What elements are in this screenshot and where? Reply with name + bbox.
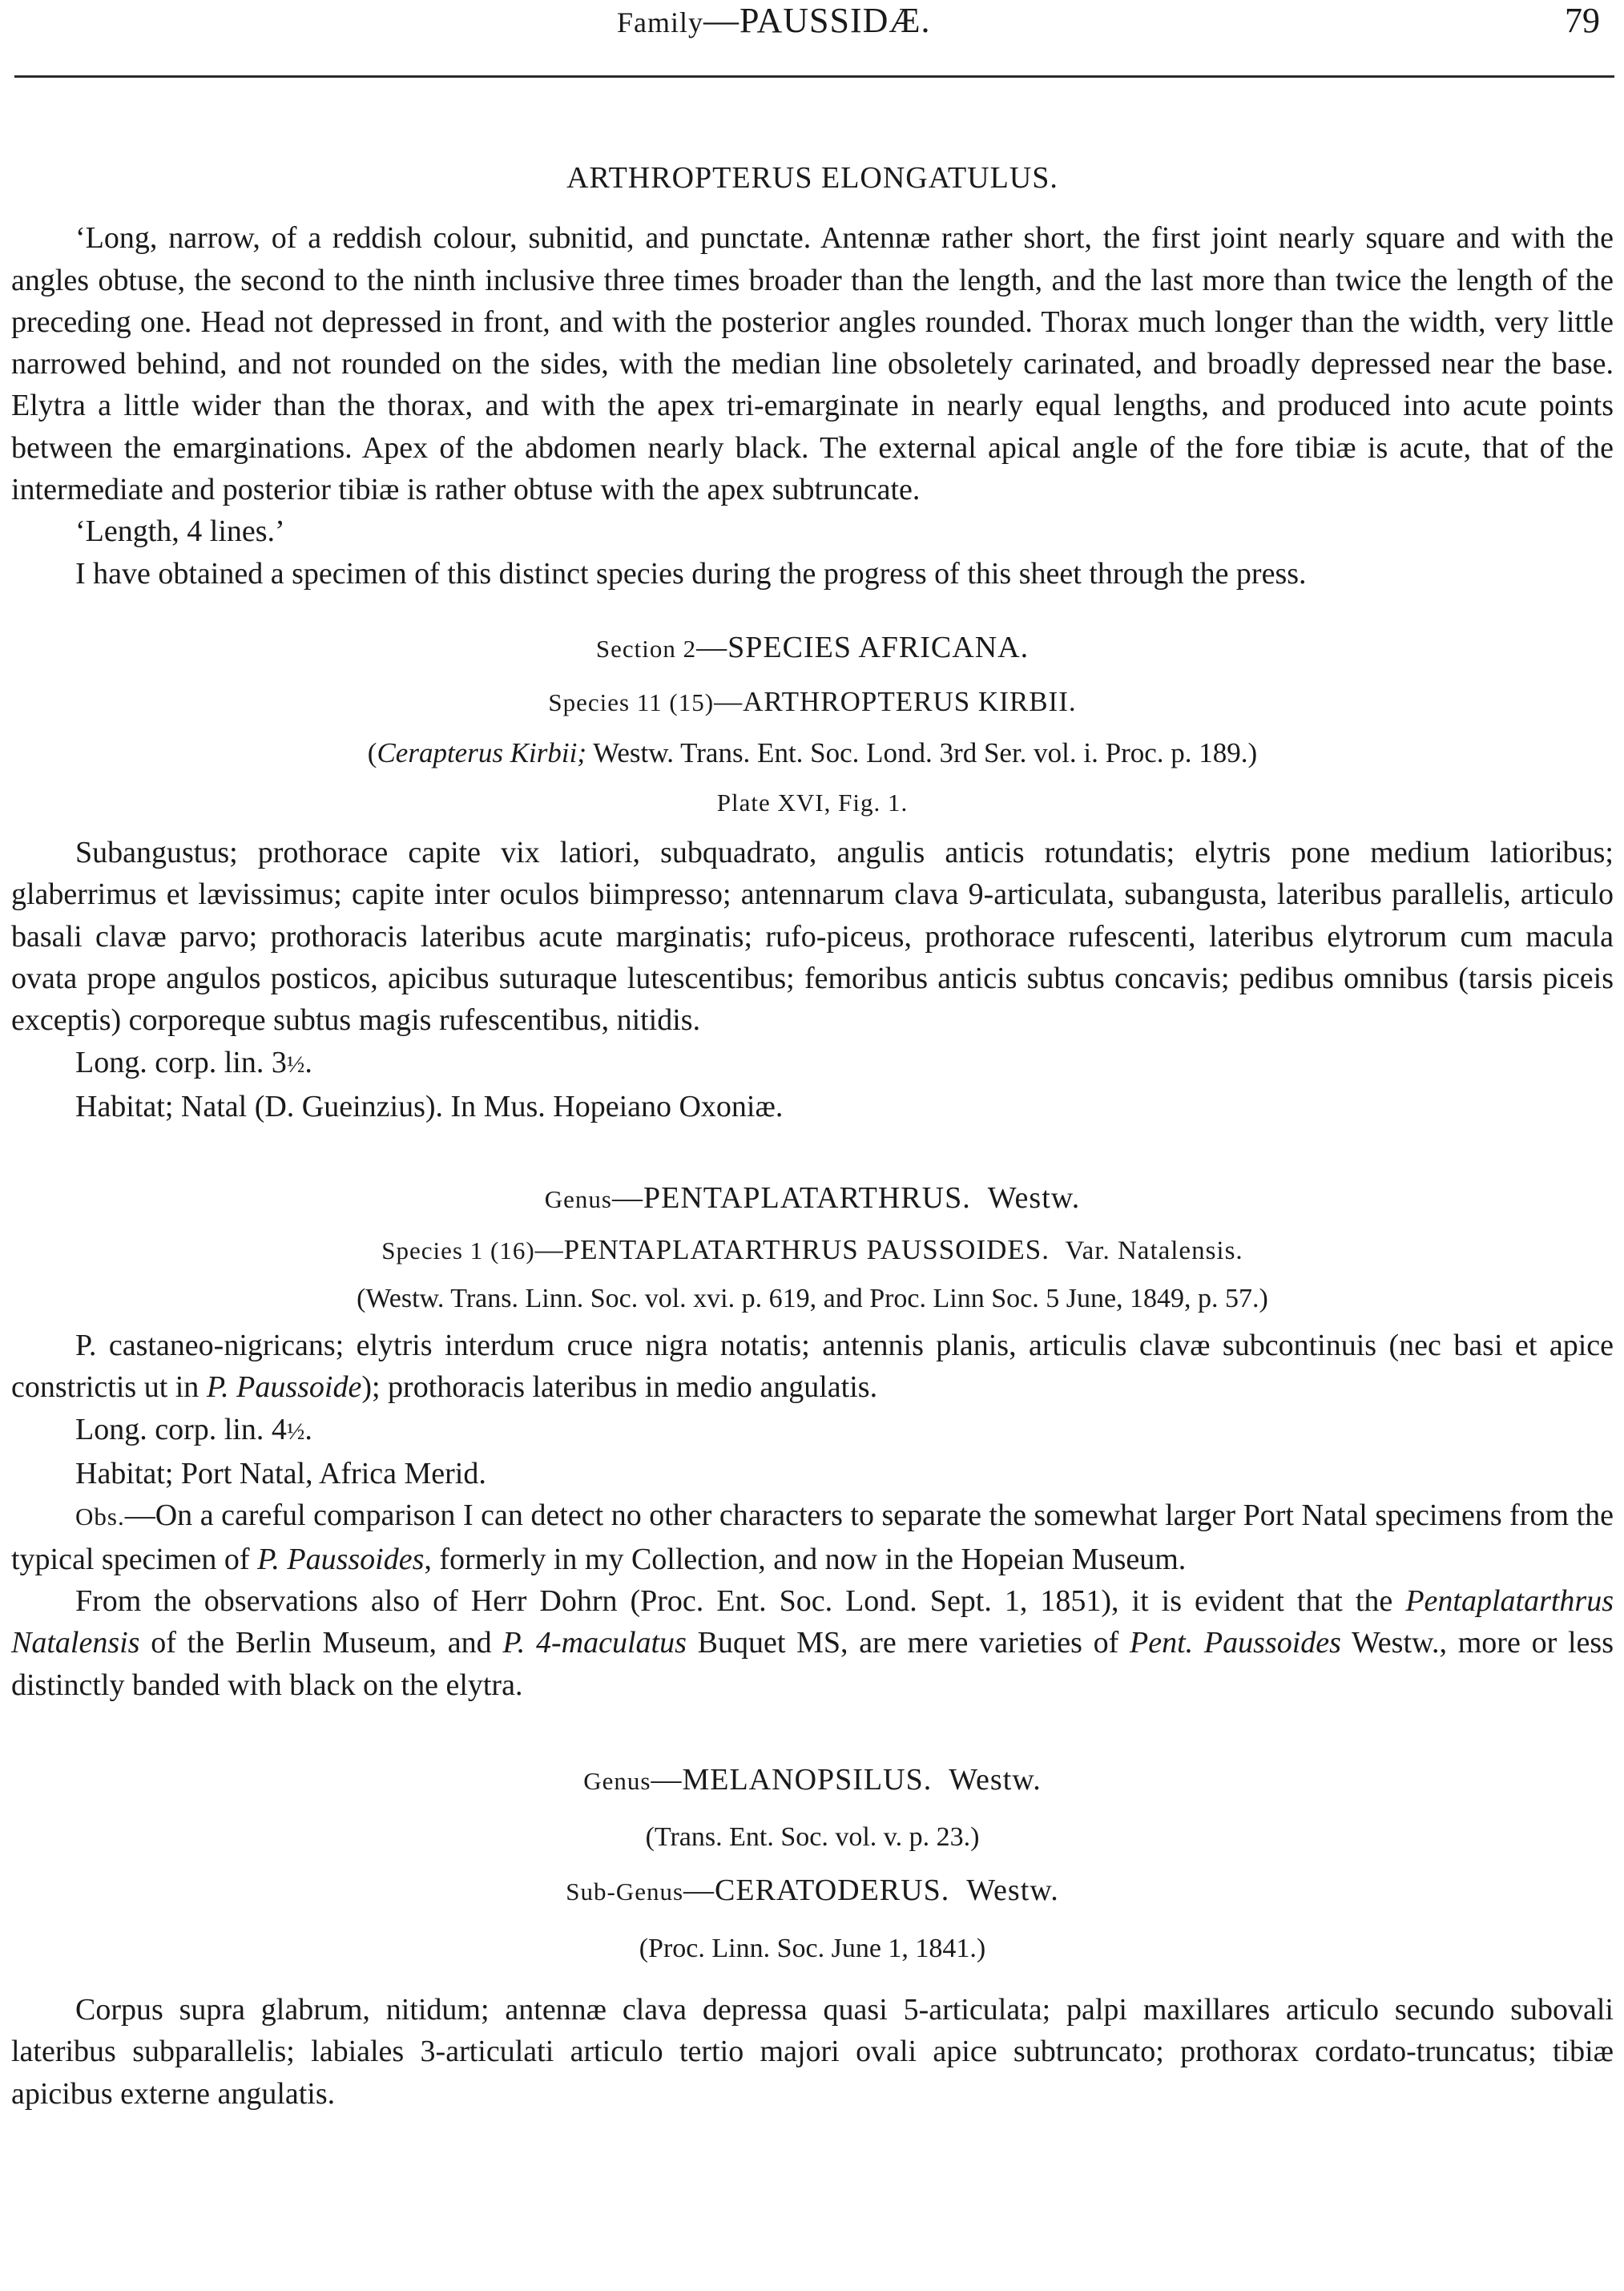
genus-melanopsilus-author: Westw. [949,1762,1042,1797]
section-2-main: SPECIES AFRICANA. [727,630,1030,664]
page-body [11,157,1614,2115]
paussoides-length-prefix: Long. corp. lin. 4 [75,1412,287,1446]
genus-pentaplatarthrus-prefix: Genus [544,1185,612,1214]
running-title-prefix: Family [617,6,704,38]
heading-section-2 [11,627,1614,670]
paragraph-paussoides-length [11,1409,1614,1453]
species-paussoides-prefix: Species 1 (16) [381,1236,535,1264]
heading-elongatulus: ARTHROPTERUS ELONGATULUS. [566,161,1058,195]
kirbii-length-fraction: ½ [286,1051,305,1078]
header-rule [14,75,1614,78]
dohrn-text-d: Westw., more or less distinctly banded with black on the elytra. [11,1626,1614,1702]
paussoides-description-a: P. castaneo-nigricans; elytris interdum cruce nigra notatis; antennis planis, articulis clavæ subcontinuis (nec basi et apice constrictis ut in [11,1329,1614,1405]
paragraph-ceratoderus-description: Corpus supra glabrum, nitidum; antennæ clava depressa quasi 5-articulata; palpi maxillares articulo secundo subovali lateribus subparallelis; labiales 3-articulati articulo tertio majori ovali apice subtruncato; prothorax cordato-truncatus; tibiæ apicibus externe angulatis. [11,1992,1614,2111]
section-2-prefix: Section 2 [595,634,697,663]
genus-melanopsilus-main: —MELANOPSILUS. [651,1762,933,1797]
paussoides-length-suffix: . [304,1412,312,1446]
paussoides-description-italic: P. Paussoide [206,1370,362,1405]
obs-text-italic: P. Paussoides [257,1542,425,1576]
running-head [0,0,1624,48]
subgenus-ceratoderus-prefix: Sub-Genus [566,1878,684,1906]
genus-pentaplatarthrus-main: —PENTAPLATARTHRUS. [611,1181,971,1216]
running-title-sep: — [703,1,740,40]
reference-kirbii: (Cerapterus Kirbii; Westw. Trans. Ent. Soc. Lond. 3rd Ser. vol. i. Proc. p. 189.) [367,736,1258,768]
heading-species-kirbii [11,681,1614,724]
dohrn-italic-2: P. 4-maculatus [502,1626,687,1660]
paussoides-description-b: ); prothoracis lateribus in medio angulatis. [361,1370,878,1405]
paragraph-paussoides-habitat: Habitat; Port Natal, Africa Merid. [75,1457,486,1491]
plate-reference: Plate XVI, Fig. 1. [716,788,909,817]
heading-genus-melanopsilus [11,1759,1614,1802]
subgenus-ceratoderus-main: —CERATODERUS. [683,1874,950,1908]
kirbii-length-prefix: Long. corp. lin. 3 [75,1045,287,1079]
page-number: 79 [1565,1,1600,40]
paussoides-length-fraction: ½ [286,1418,305,1445]
reference-ceratoderus: (Proc. Linn. Soc. June 1, 1841.) [639,1933,986,1963]
paragraph-paussoides-obs [11,1494,1614,1580]
heading-species-paussoides [11,1229,1614,1272]
paragraph-kirbii-habitat: Habitat; Natal (D. Gueinzius). In Mus. Hopeiano Oxoniæ. [75,1089,784,1123]
kirbii-length-suffix: . [304,1045,312,1079]
dohrn-text-a: From the observations also of Herr Dohrn (Proc. Ent. Soc. Lond. Sept. 1, 1851), it is evident that the [75,1583,1406,1618]
paragraph-kirbii-description: Subangustus; prothorace capite vix latiori, subquadrato, angulis anticis rotundatis; elytris pone medium latioribus; glaberrimus et lævissimus; capite inter oculos biimpresso; antennarum clava 9-articulata, subangusta, lateribus parallelis, articulo basali clavæ parvo; prothoracis lateribus acute marginatis; rufo-piceus, prothorace rufescenti, lateribus elytrorum cum macula ovata prope angulos posticos, apicibus suturaque lutescentibus; femoribus anticis subtus concavis; pedibus omnibus (tarsis piceis exceptis) corporeque subtus magis rufescentibus, nitidis. [11,836,1614,1038]
paragraph-elongatulus-length: ‘Length, 4 lines.’ [75,514,285,549]
paragraph-paussoides-description [11,1325,1614,1409]
paragraph-kirbii-length [11,1042,1614,1086]
obs-text-b: , formerly in my Collection, and now in the Hopeian Museum. [424,1542,1187,1576]
running-title [617,0,931,41]
genus-melanopsilus-prefix: Genus [583,1766,651,1795]
species-paussoides-main: —PENTAPLATARTHRUS PAUSSOIDES. [534,1233,1050,1265]
species-kirbii-main: —ARTHROPTERUS KIRBII. [714,686,1077,718]
subgenus-ceratoderus-author: Westw. [966,1874,1059,1908]
paragraph-elongatulus-note: I have obtained a specimen of this distinct species during the progress of this sheet through the press. [75,556,1307,591]
reference-paussoides: (Westw. Trans. Linn. Soc. vol. xvi. p. 619, and Proc. Linn Soc. 5 June, 1849, p. 57.) [357,1283,1268,1313]
obs-label: Obs. [75,1502,125,1531]
paragraph-dohrn [11,1580,1614,1706]
genus-pentaplatarthrus-author: Westw. [987,1181,1081,1216]
dohrn-text-c: Buquet MS, are mere varieties of [686,1626,1130,1660]
heading-genus-pentaplatarthrus [11,1177,1614,1220]
dohrn-text-b: of the Berlin Museum, and [139,1626,503,1660]
reference-kirbii-italic: Cerapterus Kirbii; [377,736,586,768]
reference-kirbii-rest: Westw. Trans. Ent. Soc. Lond. 3rd Ser. vol. i. Proc. p. 189. [586,736,1248,768]
obs-text-a: —On a careful comparison I can detect no other characters to separate the somewhat larger Port Natal specimens from the typical specimen of [11,1498,1614,1576]
reference-melanopsilus: (Trans. Ent. Soc. vol. v. p. 23.) [645,1822,980,1853]
dohrn-italic-1: Pentaplatarthrus Natalensis [11,1583,1614,1660]
species-paussoides-var: Var. Natalensis. [1065,1236,1243,1265]
running-title-main: PAUSSIDÆ. [739,1,931,40]
heading-subgenus-ceratoderus [11,1870,1614,1913]
dohrn-italic-3: Pent. Paussoides [1130,1626,1341,1660]
paragraph-elongatulus-description: ‘Long, narrow, of a reddish colour, subnitid, and punctate. Antennæ rather short, the first joint nearly square and with the angles obtuse, the second to the ninth inclusive three times broader than the length, and the last more than twice the length of the preceding one. Head not depressed in front, and with the posterior angles rounded. Thorax much longer than the width, very little narrowed behind, and not rounded on the sides, with the median line obsoletely carinated, and broadly depressed near the base. Elytra a little wider than the thorax, and with the apex tri-emarginate in nearly equal lengths, and produced into acute points between the emarginations. Apex of the abdomen nearly black. The external apical angle of the fore tibiæ is acute, that of the intermediate and posterior tibiæ is rather obtuse with the apex subtruncate. [11,221,1614,507]
species-kirbii-prefix: Species 11 (15) [548,688,715,717]
section-2-sep: — [696,630,728,664]
